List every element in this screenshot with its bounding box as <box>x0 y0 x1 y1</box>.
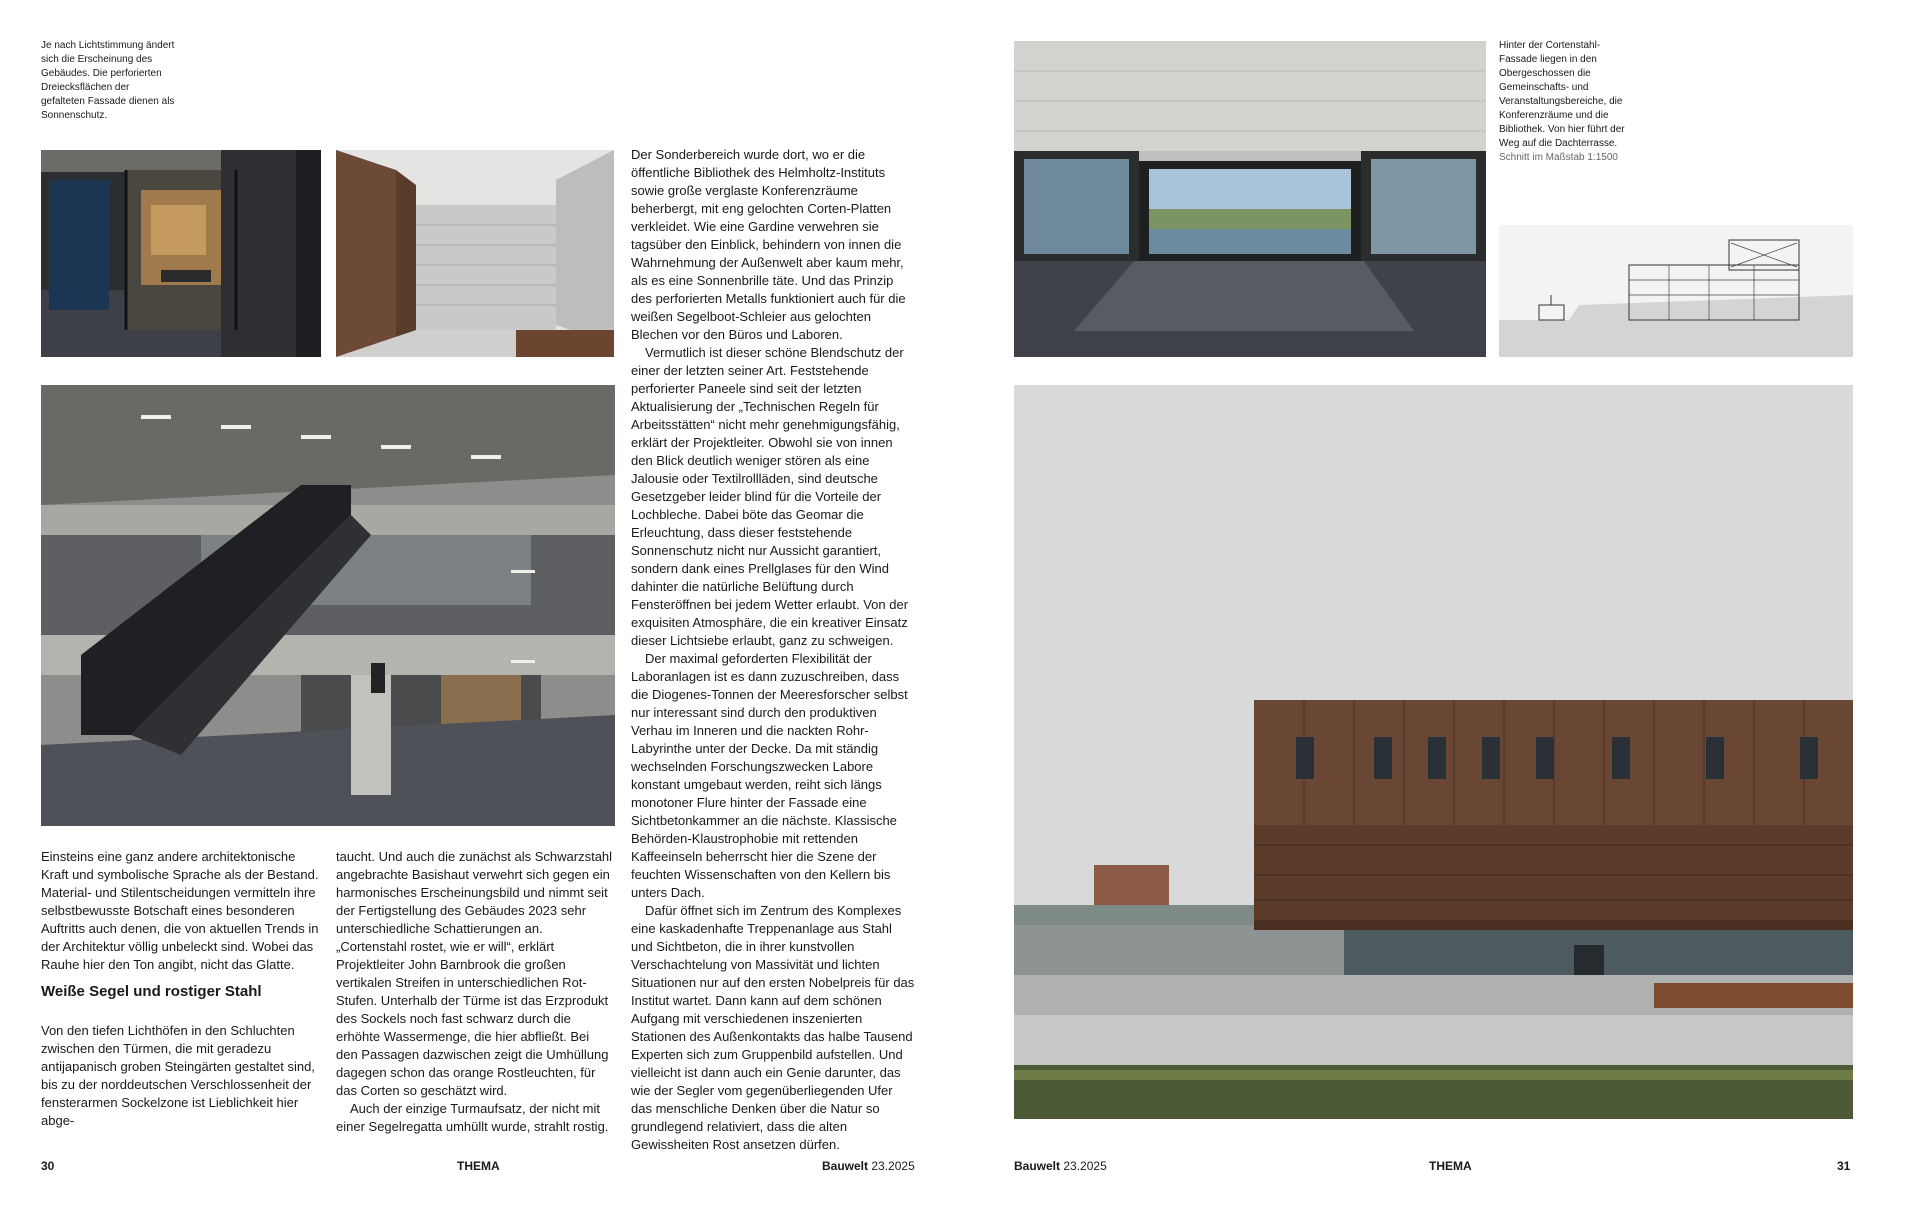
paragraph: Auch der einzige Turmaufsatz, der nicht mit einer Segelregatta umhüllt wurde, strahlt rostig. <box>336 1101 609 1134</box>
magazine-issue-left: Bauwelt 23.2025 <box>822 1159 915 1173</box>
magazine-issue-right: Bauwelt 23.2025 <box>1014 1159 1107 1173</box>
photo-corten-exterior <box>1014 385 1853 1119</box>
caption-scale-note: Schnitt im Maßstab 1:1500 <box>1499 152 1618 163</box>
photo-staircase-atrium <box>41 385 615 826</box>
right-page <box>960 0 1920 1213</box>
paragraph: Einsteins eine ganz andere architektonische Kraft und symbolische Sprache als der Bestand. Material- und Stilentscheidungen vermitteln ihre selbstbewusste Botschaft eines besonderen Auftritts auch denen, die von aktuellen Trends in der Architektur völlig unbeleckt sind. Wobei das Rauhe hier den Ton angibt, nicht das Glatte. <box>41 849 319 972</box>
subheading: Weiße Segel und rostiger Stahl <box>41 983 262 1000</box>
section-drawing <box>1499 225 1853 357</box>
text-column-2 <box>336 848 614 1136</box>
photo-caption-left: Je nach Lichtstimmung ändert sich die Erscheinung des Gebäudes. Die perforierten Dreiecksflächen der gefalteten Fassade dienen als Sonnenschutz. <box>41 40 175 121</box>
paragraph: Vermutlich ist dieser schöne Blendschutz der einer der letzten seiner Art. Feststehende perforierter Paneele sind seit der letzten Aktualisierung der „Technischen Regeln für Arbeitsstätten“ nicht mehr genehmigungsfähig, erklärt der Projektleiter. Obwohl sie von innen den Blick deutlich weniger stören als eine Jalousie oder Textilrollläden, sind deutsche Gesetzgeber leider blind für die Vorteile der Lochbleche. Dabei böte das Geomar die Erleuchtung, dass dieser feststehende Sonnenschutz nicht nur Aussicht garantiert, sondern dank eines Prellglases für den Wind dahinter die natürliche Belüftung durch Fensteröffnen bei jedem Wetter erlaubt. Von der exquisiten Atmosphäre, die ein kreativer Einsatz dieser Lichtsiebe erlaubt, ganz zu schweigen. <box>631 345 909 648</box>
paragraph: Der Sonderbereich wurde dort, wo er die öffentliche Bibliothek des Helmholtz-Instituts sowie große verglaste Konferenzräume beherbergt, mit eng gelochten Corten-Platten verkleidet. Wie eine Gardine verwehren sie tagsüber den Einblick, behindern von innen die Wahrnehmung der Außenwelt aber kaum mehr, als es eine Sonnenbrille täte. Und das Prinzip des perforierten Metalls funktioniert auch für die weißen Segelboot-Schleier aus gelochten Blechen vor den Büros und Laboren. <box>631 147 906 342</box>
page-number-left: 30 <box>41 1159 55 1173</box>
section-label-right: THEMA <box>1429 1159 1472 1173</box>
photo-courtyard-facade <box>336 150 614 357</box>
section-label-left: THEMA <box>457 1159 500 1173</box>
paragraph: Dafür öffnet sich im Zentrum des Komplexes eine kaskadenhafte Treppenanlage aus Stahl und Sichtbeton, die in ihrer kunstvollen Verschachtelung von Massivität und lichten Situationen nur auf den ersten Nobelpreis für das Institut wartet. Dann kann auf dem schönen Aufgang mit verschiedenen inszenierten Stationen des Außenkontakts das halbe Tausend Experten sich zum Gruppenbild aufstellen. Und vielleicht ist dann auch ein Genie darunter, das wie der Segler vom gegenüberliegenden Ufer das menschliche Denken über die Natur so grundlegend relativiert, dass die alten Gewissheiten Rost ansetzen dürfen. <box>631 903 915 1152</box>
paragraph: Der maximal geforderten Flexibilität der Laboranlagen ist es dann zuzuschreiben, dass die Diogenes-Tonnen der Meeresforscher selbst nur interessant sind durch den produktiven Verhau im Inneren und die nackten Rohr-Labyrinthe unter der Decke. Da mit ständig wechselnden Forschungszwecken Labore konstant umgebaut werden, reiht sich längs monotoner Flure hinter der Fassade eine Sichtbetonkammer an die nächste. Klassische Behörden-Klaustrophobie mit rettenden Kaffeeinseln beherrscht hier die Szene der feuchten Wissenschaften von den Kellern bis unters Dach. <box>631 651 908 900</box>
text-column-1 <box>41 848 321 1130</box>
page-number-right: 31 <box>1837 1159 1851 1173</box>
photo-interior-window-view <box>1014 41 1486 357</box>
text-column-3 <box>631 146 915 1154</box>
photo-glass-meeting-room <box>41 150 321 357</box>
photo-caption-right: Hinter der Cortenstahl-Fassade liegen in den Obergeschossen die Gemeinschafts- und Veranstaltungsbereiche, die Konferenzräume und die Bibliothek. Von hier führt der Weg auf die Dachterrasse. Schnitt im Maßstab 1:1500 <box>1499 40 1625 163</box>
paragraph: Von den tiefen Lichthöfen in den Schluchten zwischen den Türmen, die mit geradezu antijapanisch groben Steingärten gestaltet sind, bis zu der norddeutschen Verschlossenheit der fensterarmen Sockelzone ist Lieblichkeit hier abge- <box>41 1023 315 1128</box>
paragraph: taucht. Und auch die zunächst als Schwarzstahl angebrachte Basishaut verwehrt sich gegen ein harmonisches Erscheinungsbild und nimmt seit der Fertigstellung des Gebäudes 2023 sehr unterschiedliche Schattierungen an. „Cortenstahl rostet, wie er will“, erklärt Projektleiter John Barnbrook die großen vertikalen Streifen in unterschiedlichen Rot-Stufen. Unterhalb der Türme ist das Erzprodukt des Sockels noch fast schwarz durch die erhöhte Wassermenge, die hier abfließt. Bei den Passagen dazwischen zeigt die Umhüllung dagegen schon das orange Rostleuchten, für das Corten so geschätzt wird. <box>336 849 613 1098</box>
